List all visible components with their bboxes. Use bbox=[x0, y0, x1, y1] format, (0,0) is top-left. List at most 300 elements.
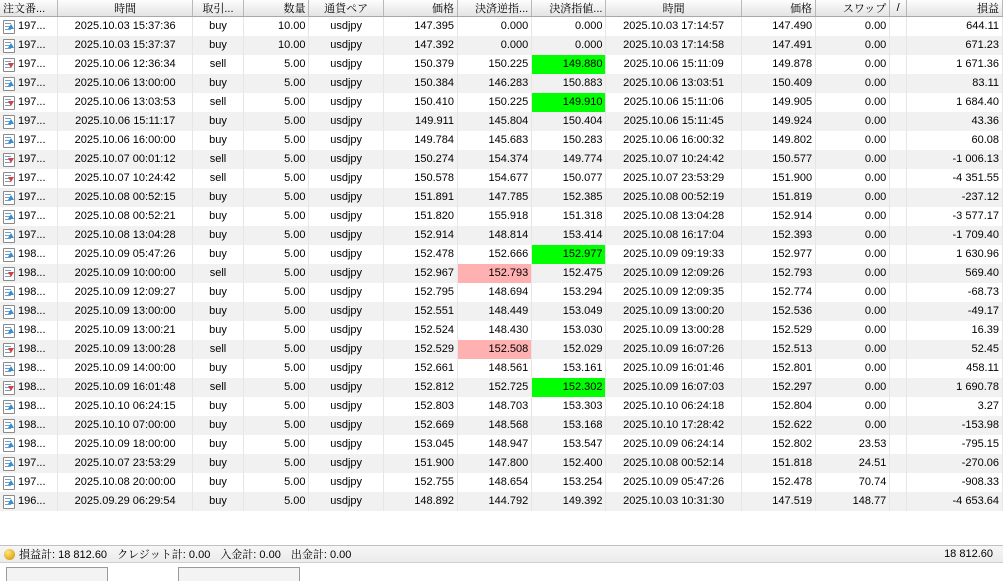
cell-time_open: 2025.10.09 13:00:00 bbox=[57, 302, 192, 321]
cell-sl: 148.449 bbox=[457, 302, 531, 321]
buy-order-icon bbox=[3, 438, 15, 452]
buy-order-icon bbox=[3, 229, 15, 243]
cell-price_open: 152.478 bbox=[383, 245, 457, 264]
cell-type: buy bbox=[193, 245, 243, 264]
cell-tp: 150.404 bbox=[532, 112, 606, 131]
cell-profit: 43.36 bbox=[907, 112, 1003, 131]
cell-time_close: 2025.10.08 00:52:19 bbox=[606, 188, 741, 207]
cell-profit: 671.23 bbox=[907, 36, 1003, 55]
cell-swap: 0.00 bbox=[816, 416, 890, 435]
cell-slash bbox=[890, 207, 907, 226]
coin-icon bbox=[4, 549, 15, 560]
cell-symbol: usdjpy bbox=[309, 454, 383, 473]
table-row[interactable] bbox=[0, 321, 1003, 340]
cell-swap: 0.00 bbox=[816, 131, 890, 150]
cell-tp: 149.880 bbox=[532, 55, 606, 74]
cell-slash bbox=[890, 112, 907, 131]
order-number-text: 197... bbox=[18, 39, 46, 51]
cell-time_open: 2025.10.06 13:03:53 bbox=[57, 93, 192, 112]
cell-tp: 153.161 bbox=[532, 359, 606, 378]
cell-symbol: usdjpy bbox=[309, 378, 383, 397]
cell-profit: 60.08 bbox=[907, 131, 1003, 150]
table-row[interactable] bbox=[0, 169, 1003, 188]
cell-price_close: 149.878 bbox=[741, 55, 815, 74]
cell-tp: 150.077 bbox=[532, 169, 606, 188]
column-header-volume[interactable]: 数量 bbox=[243, 0, 309, 17]
cell-tp: 151.318 bbox=[532, 207, 606, 226]
cell-volume: 5.00 bbox=[243, 93, 309, 112]
table-header-row[interactable] bbox=[0, 0, 1003, 17]
cell-symbol: usdjpy bbox=[309, 226, 383, 245]
cell-type: buy bbox=[193, 112, 243, 131]
cell-tp: 149.392 bbox=[532, 492, 606, 511]
column-header-time_open[interactable]: 時間 bbox=[57, 0, 192, 17]
order-number-text: 197... bbox=[18, 96, 46, 108]
table-row[interactable] bbox=[0, 492, 1003, 511]
cell-volume: 5.00 bbox=[243, 112, 309, 131]
cell-sl: 154.374 bbox=[457, 150, 531, 169]
cell-time_close: 2025.10.09 13:00:20 bbox=[606, 302, 741, 321]
cell-swap: 70.74 bbox=[816, 473, 890, 492]
cell-volume: 5.00 bbox=[243, 283, 309, 302]
cell-time_open: 2025.10.03 15:37:36 bbox=[57, 17, 192, 37]
cell-type: buy bbox=[193, 226, 243, 245]
cell-symbol: usdjpy bbox=[309, 321, 383, 340]
cell-price_open: 150.410 bbox=[383, 93, 457, 112]
cell-profit: 1 690.78 bbox=[907, 378, 1003, 397]
cell-time_open: 2025.10.09 14:00:00 bbox=[57, 359, 192, 378]
cell-slash bbox=[890, 302, 907, 321]
cell-symbol: usdjpy bbox=[309, 359, 383, 378]
cell-order-number bbox=[0, 112, 57, 131]
cell-type: buy bbox=[193, 74, 243, 93]
table-row[interactable] bbox=[0, 150, 1003, 169]
column-header-time_close[interactable]: 時間 bbox=[606, 0, 741, 17]
cell-time_close: 2025.10.09 16:07:03 bbox=[606, 378, 741, 397]
cell-tp: 153.254 bbox=[532, 473, 606, 492]
cell-profit: -1 709.40 bbox=[907, 226, 1003, 245]
cell-order-number bbox=[0, 359, 57, 378]
cell-volume: 5.00 bbox=[243, 245, 309, 264]
table-row[interactable] bbox=[0, 17, 1003, 37]
cell-time_open: 2025.10.06 16:00:00 bbox=[57, 131, 192, 150]
cell-price_open: 147.392 bbox=[383, 36, 457, 55]
cell-time_close: 2025.10.09 16:01:46 bbox=[606, 359, 741, 378]
cell-price_open: 150.379 bbox=[383, 55, 457, 74]
cell-symbol: usdjpy bbox=[309, 131, 383, 150]
buy-order-icon bbox=[3, 210, 15, 224]
bottom-strip bbox=[0, 562, 1003, 581]
sell-order-icon bbox=[3, 343, 15, 357]
cell-volume: 5.00 bbox=[243, 359, 309, 378]
cell-symbol: usdjpy bbox=[309, 435, 383, 454]
order-number-text: 197... bbox=[18, 77, 46, 89]
cell-slash bbox=[890, 131, 907, 150]
cell-swap: 0.00 bbox=[816, 188, 890, 207]
cell-price_close: 151.900 bbox=[741, 169, 815, 188]
cell-order-number bbox=[0, 226, 57, 245]
cell-time_open: 2025.10.09 10:00:00 bbox=[57, 264, 192, 283]
cell-slash bbox=[890, 435, 907, 454]
table-row[interactable] bbox=[0, 207, 1003, 226]
cell-order-number bbox=[0, 93, 57, 112]
cell-sl: 148.568 bbox=[457, 416, 531, 435]
sell-order-icon bbox=[3, 381, 15, 395]
cell-slash bbox=[890, 321, 907, 340]
cell-price_open: 152.803 bbox=[383, 397, 457, 416]
cell-price_open: 152.661 bbox=[383, 359, 457, 378]
cell-price_open: 149.911 bbox=[383, 112, 457, 131]
cell-profit: 644.11 bbox=[907, 17, 1003, 37]
cell-volume: 5.00 bbox=[243, 55, 309, 74]
column-header-slash[interactable]: / bbox=[890, 0, 907, 17]
column-header-profit[interactable]: 損益 bbox=[907, 0, 1003, 17]
cell-price_close: 152.802 bbox=[741, 435, 815, 454]
cell-symbol: usdjpy bbox=[309, 55, 383, 74]
cell-type: buy bbox=[193, 131, 243, 150]
cell-time_close: 2025.10.03 10:31:30 bbox=[606, 492, 741, 511]
cell-tp: 150.883 bbox=[532, 74, 606, 93]
cell-time_close: 2025.10.07 23:53:29 bbox=[606, 169, 741, 188]
buy-order-icon bbox=[3, 191, 15, 205]
cell-time_close: 2025.10.06 15:11:06 bbox=[606, 93, 741, 112]
cell-price_close: 152.513 bbox=[741, 340, 815, 359]
cell-swap: 0.00 bbox=[816, 36, 890, 55]
table-row[interactable] bbox=[0, 36, 1003, 55]
cell-sl: 147.785 bbox=[457, 188, 531, 207]
cell-profit: 1 684.40 bbox=[907, 93, 1003, 112]
buy-order-icon bbox=[3, 77, 15, 91]
cell-price_close: 147.519 bbox=[741, 492, 815, 511]
order-number-text: 198... bbox=[18, 400, 46, 412]
cell-slash bbox=[890, 473, 907, 492]
cell-slash bbox=[890, 169, 907, 188]
table-row[interactable] bbox=[0, 264, 1003, 283]
order-number-text: 197... bbox=[18, 172, 46, 184]
cell-price_open: 152.755 bbox=[383, 473, 457, 492]
cell-swap: 148.77 bbox=[816, 492, 890, 511]
cell-order-number bbox=[0, 264, 57, 283]
cell-symbol: usdjpy bbox=[309, 283, 383, 302]
column-header-type[interactable]: 取引... bbox=[193, 0, 243, 17]
cell-time_open: 2025.10.06 13:00:00 bbox=[57, 74, 192, 93]
cell-price_open: 148.892 bbox=[383, 492, 457, 511]
cell-type: buy bbox=[193, 207, 243, 226]
table-row[interactable] bbox=[0, 112, 1003, 131]
column-header-swap[interactable]: スワップ bbox=[816, 0, 890, 17]
cell-type: buy bbox=[193, 397, 243, 416]
table-row[interactable] bbox=[0, 55, 1003, 74]
buy-order-icon bbox=[3, 495, 15, 509]
cell-symbol: usdjpy bbox=[309, 169, 383, 188]
table-body[interactable] bbox=[0, 17, 1003, 512]
buy-order-icon bbox=[3, 134, 15, 148]
cell-time_close: 2025.10.09 12:09:35 bbox=[606, 283, 741, 302]
cell-profit: -3 577.17 bbox=[907, 207, 1003, 226]
order-number-text: 197... bbox=[18, 191, 46, 203]
order-number-text: 197... bbox=[18, 115, 46, 127]
table-row[interactable] bbox=[0, 188, 1003, 207]
cell-tp: 149.910 bbox=[532, 93, 606, 112]
cell-slash bbox=[890, 55, 907, 74]
cell-order-number bbox=[0, 169, 57, 188]
table-row[interactable] bbox=[0, 93, 1003, 112]
cell-slash bbox=[890, 74, 907, 93]
cell-price_close: 152.297 bbox=[741, 378, 815, 397]
cell-profit: -4 653.64 bbox=[907, 492, 1003, 511]
cell-sl: 148.814 bbox=[457, 226, 531, 245]
cell-price_close: 150.409 bbox=[741, 74, 815, 93]
cell-order-number bbox=[0, 473, 57, 492]
table-row[interactable] bbox=[0, 245, 1003, 264]
cell-type: buy bbox=[193, 188, 243, 207]
order-number-text: 198... bbox=[18, 343, 46, 355]
cell-price_close: 152.977 bbox=[741, 245, 815, 264]
cell-type: buy bbox=[193, 454, 243, 473]
table-row[interactable] bbox=[0, 378, 1003, 397]
cell-slash bbox=[890, 359, 907, 378]
table-row[interactable] bbox=[0, 226, 1003, 245]
table-row[interactable] bbox=[0, 302, 1003, 321]
buy-order-icon bbox=[3, 286, 15, 300]
cell-time_open: 2025.10.06 12:36:34 bbox=[57, 55, 192, 74]
cell-price_close: 152.804 bbox=[741, 397, 815, 416]
cell-profit: 458.11 bbox=[907, 359, 1003, 378]
cell-swap: 0.00 bbox=[816, 378, 890, 397]
cell-sl: 152.508 bbox=[457, 340, 531, 359]
cell-price_close: 151.818 bbox=[741, 454, 815, 473]
cell-swap: 0.00 bbox=[816, 359, 890, 378]
cell-price_open: 150.578 bbox=[383, 169, 457, 188]
cell-tp: 152.385 bbox=[532, 188, 606, 207]
order-number-text: 197... bbox=[18, 58, 46, 70]
cell-slash bbox=[890, 492, 907, 511]
cell-type: buy bbox=[193, 36, 243, 55]
cell-slash bbox=[890, 226, 907, 245]
cell-swap: 0.00 bbox=[816, 321, 890, 340]
cell-symbol: usdjpy bbox=[309, 245, 383, 264]
cell-swap: 0.00 bbox=[816, 55, 890, 74]
cell-price_open: 152.967 bbox=[383, 264, 457, 283]
cell-sl: 148.654 bbox=[457, 473, 531, 492]
cell-sl: 152.666 bbox=[457, 245, 531, 264]
cell-time_open: 2025.10.08 20:00:00 bbox=[57, 473, 192, 492]
cell-symbol: usdjpy bbox=[309, 17, 383, 37]
buy-order-icon bbox=[3, 419, 15, 433]
cell-type: buy bbox=[193, 416, 243, 435]
cell-time_close: 2025.10.09 12:09:26 bbox=[606, 264, 741, 283]
cell-order-number bbox=[0, 492, 57, 511]
cell-slash bbox=[890, 188, 907, 207]
cell-order-number bbox=[0, 435, 57, 454]
order-number-text: 198... bbox=[18, 305, 46, 317]
cell-slash bbox=[890, 245, 907, 264]
sell-order-icon bbox=[3, 58, 15, 72]
cell-time_close: 2025.10.09 05:47:26 bbox=[606, 473, 741, 492]
table-row[interactable] bbox=[0, 416, 1003, 435]
table-row[interactable] bbox=[0, 340, 1003, 359]
table-row[interactable] bbox=[0, 454, 1003, 473]
cell-swap: 0.00 bbox=[816, 245, 890, 264]
bottom-box-left[interactable] bbox=[6, 567, 108, 581]
cell-symbol: usdjpy bbox=[309, 264, 383, 283]
column-header-order[interactable]: 注文番... bbox=[0, 0, 57, 17]
cell-symbol: usdjpy bbox=[309, 492, 383, 511]
cell-tp: 153.049 bbox=[532, 302, 606, 321]
cell-time_open: 2025.10.09 12:09:27 bbox=[57, 283, 192, 302]
cell-time_close: 2025.10.10 17:28:42 bbox=[606, 416, 741, 435]
cell-volume: 5.00 bbox=[243, 416, 309, 435]
cell-sl: 155.918 bbox=[457, 207, 531, 226]
bottom-box-right[interactable] bbox=[178, 567, 300, 581]
table-row[interactable] bbox=[0, 435, 1003, 454]
order-number-text: 198... bbox=[18, 324, 46, 336]
column-header-sl[interactable]: 決済逆指... bbox=[457, 0, 531, 17]
cell-tp: 152.302 bbox=[532, 378, 606, 397]
cell-profit: -1 006.13 bbox=[907, 150, 1003, 169]
cell-tp: 152.977 bbox=[532, 245, 606, 264]
cell-time_close: 2025.10.10 06:24:18 bbox=[606, 397, 741, 416]
column-header-symbol[interactable]: 通貨ペア bbox=[309, 0, 383, 17]
sell-order-icon bbox=[3, 172, 15, 186]
table-row[interactable] bbox=[0, 359, 1003, 378]
buy-order-icon bbox=[3, 362, 15, 376]
cell-order-number bbox=[0, 245, 57, 264]
cell-volume: 5.00 bbox=[243, 492, 309, 511]
cell-sl: 144.792 bbox=[457, 492, 531, 511]
cell-volume: 5.00 bbox=[243, 321, 309, 340]
cell-order-number bbox=[0, 321, 57, 340]
sell-order-icon bbox=[3, 267, 15, 281]
order-number-text: 196... bbox=[18, 495, 46, 507]
cell-volume: 5.00 bbox=[243, 207, 309, 226]
cell-time_open: 2025.10.07 23:53:29 bbox=[57, 454, 192, 473]
cell-type: buy bbox=[193, 435, 243, 454]
cell-type: buy bbox=[193, 17, 243, 37]
cell-type: buy bbox=[193, 321, 243, 340]
cell-type: sell bbox=[193, 264, 243, 283]
cell-volume: 5.00 bbox=[243, 264, 309, 283]
table-row[interactable] bbox=[0, 131, 1003, 150]
cell-volume: 10.00 bbox=[243, 17, 309, 37]
cell-price_open: 152.914 bbox=[383, 226, 457, 245]
cell-tp: 153.547 bbox=[532, 435, 606, 454]
cell-price_close: 149.802 bbox=[741, 131, 815, 150]
cell-profit: -4 351.55 bbox=[907, 169, 1003, 188]
cell-symbol: usdjpy bbox=[309, 188, 383, 207]
cell-symbol: usdjpy bbox=[309, 112, 383, 131]
cell-time_close: 2025.10.09 16:07:26 bbox=[606, 340, 741, 359]
cell-volume: 5.00 bbox=[243, 397, 309, 416]
cell-swap: 0.00 bbox=[816, 74, 890, 93]
cell-slash bbox=[890, 264, 907, 283]
status-credit-total: クレジット計: 0.00 bbox=[117, 549, 211, 561]
cell-type: sell bbox=[193, 169, 243, 188]
cell-price_close: 151.819 bbox=[741, 188, 815, 207]
table-row[interactable] bbox=[0, 74, 1003, 93]
order-number-text: 198... bbox=[18, 419, 46, 431]
cell-price_open: 149.784 bbox=[383, 131, 457, 150]
cell-time_close: 2025.10.08 00:52:14 bbox=[606, 454, 741, 473]
cell-sl: 148.947 bbox=[457, 435, 531, 454]
cell-type: sell bbox=[193, 150, 243, 169]
cell-time_close: 2025.10.08 16:17:04 bbox=[606, 226, 741, 245]
cell-price_close: 152.529 bbox=[741, 321, 815, 340]
cell-price_open: 147.395 bbox=[383, 17, 457, 37]
cell-order-number bbox=[0, 416, 57, 435]
cell-volume: 5.00 bbox=[243, 131, 309, 150]
column-header-price_close[interactable]: 価格 bbox=[741, 0, 815, 17]
buy-order-icon bbox=[3, 305, 15, 319]
sell-order-icon bbox=[3, 96, 15, 110]
cell-time_close: 2025.10.08 13:04:28 bbox=[606, 207, 741, 226]
order-number-text: 197... bbox=[18, 457, 46, 469]
table-row[interactable] bbox=[0, 397, 1003, 416]
cell-swap: 0.00 bbox=[816, 169, 890, 188]
cell-swap: 0.00 bbox=[816, 226, 890, 245]
cell-price_close: 152.914 bbox=[741, 207, 815, 226]
cell-price_open: 150.384 bbox=[383, 74, 457, 93]
cell-order-number bbox=[0, 207, 57, 226]
cell-sl: 145.683 bbox=[457, 131, 531, 150]
column-header-price_open[interactable]: 価格 bbox=[383, 0, 457, 17]
cell-price_close: 152.536 bbox=[741, 302, 815, 321]
table-row[interactable] bbox=[0, 473, 1003, 492]
cell-sl: 148.694 bbox=[457, 283, 531, 302]
cell-price_open: 152.551 bbox=[383, 302, 457, 321]
cell-volume: 5.00 bbox=[243, 435, 309, 454]
cell-price_open: 150.274 bbox=[383, 150, 457, 169]
table-row[interactable] bbox=[0, 283, 1003, 302]
cell-symbol: usdjpy bbox=[309, 74, 383, 93]
buy-order-icon bbox=[3, 115, 15, 129]
cell-order-number bbox=[0, 17, 57, 37]
cell-sl: 154.677 bbox=[457, 169, 531, 188]
cell-sl: 148.561 bbox=[457, 359, 531, 378]
cell-price_close: 152.478 bbox=[741, 473, 815, 492]
cell-tp: 149.774 bbox=[532, 150, 606, 169]
cell-time_open: 2025.10.09 16:01:48 bbox=[57, 378, 192, 397]
order-number-text: 197... bbox=[18, 229, 46, 241]
cell-order-number bbox=[0, 340, 57, 359]
cell-slash bbox=[890, 416, 907, 435]
cell-swap: 0.00 bbox=[816, 283, 890, 302]
cell-profit: -795.15 bbox=[907, 435, 1003, 454]
cell-volume: 5.00 bbox=[243, 226, 309, 245]
cell-time_open: 2025.10.10 06:24:15 bbox=[57, 397, 192, 416]
cell-tp: 153.303 bbox=[532, 397, 606, 416]
cell-profit: 16.39 bbox=[907, 321, 1003, 340]
cell-time_close: 2025.10.06 15:11:45 bbox=[606, 112, 741, 131]
column-header-tp[interactable]: 決済指値... bbox=[532, 0, 606, 17]
cell-type: sell bbox=[193, 93, 243, 112]
cell-time_close: 2025.10.03 17:14:58 bbox=[606, 36, 741, 55]
cell-symbol: usdjpy bbox=[309, 150, 383, 169]
cell-time_close: 2025.10.09 09:19:33 bbox=[606, 245, 741, 264]
cell-tp: 153.030 bbox=[532, 321, 606, 340]
cell-swap: 0.00 bbox=[816, 340, 890, 359]
cell-profit: 1 630.96 bbox=[907, 245, 1003, 264]
cell-sl: 0.000 bbox=[457, 17, 531, 37]
cell-order-number bbox=[0, 131, 57, 150]
status-grand-total: 18 812.60 bbox=[944, 548, 993, 560]
cell-type: buy bbox=[193, 359, 243, 378]
cell-price_open: 152.812 bbox=[383, 378, 457, 397]
cell-profit: 3.27 bbox=[907, 397, 1003, 416]
cell-price_close: 150.577 bbox=[741, 150, 815, 169]
cell-time_close: 2025.10.09 13:00:28 bbox=[606, 321, 741, 340]
cell-sl: 148.703 bbox=[457, 397, 531, 416]
